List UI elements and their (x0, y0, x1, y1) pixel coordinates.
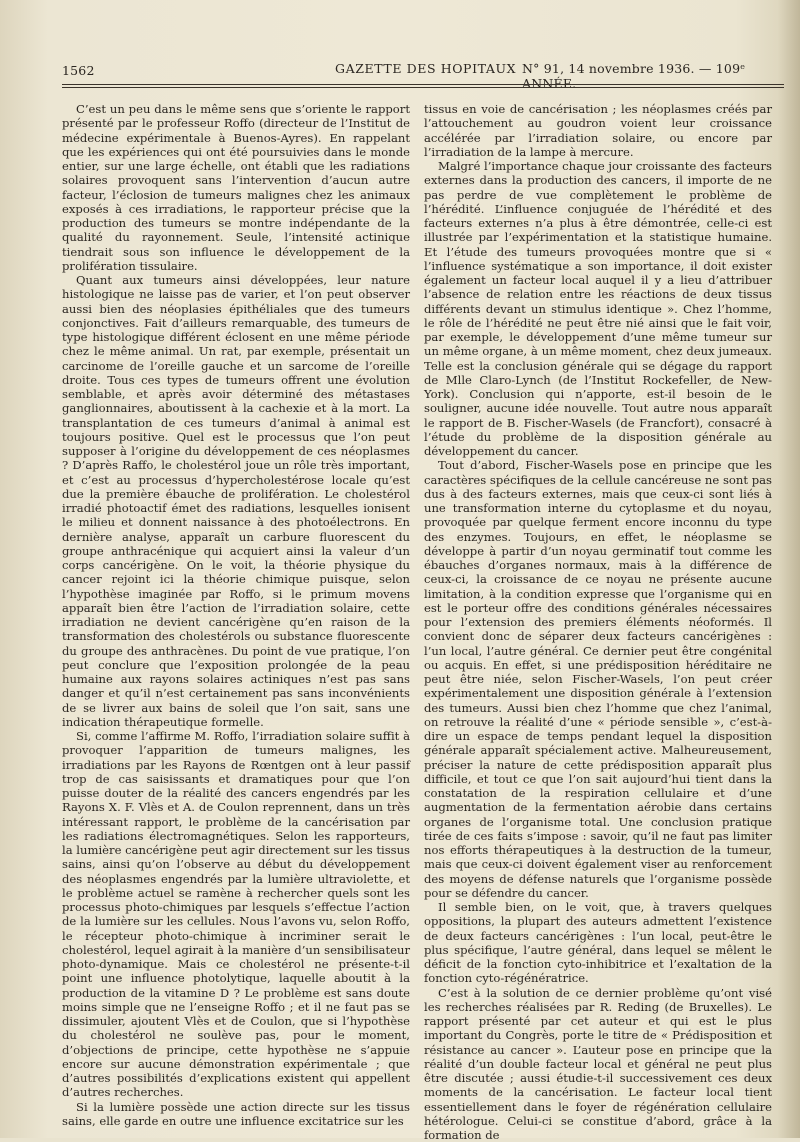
paragraph: Quant aux tumeurs ainsi développées, leur nature histologique ne laisse pas de varier, et l’on peut observer aussi bien des néoplasies épithéliales que des tumeurs conjonctives. Fait d’ailleurs remarquable, des tumeurs de type histologique différent éclosent en une même période chez le même animal. Un rat, par exemple, présentait un carcinome de l’oreille gauche et un sarcome de l’oreille droite. Tous ces types de tumeurs offrent une évolution semblable, et après avoir déterminé des métastases ganglionnaires, aboutissent à la cachexie et à la mort. La transplantation de ces tumeurs d’animal à animal est toujours positive. Quel est le processus que l’on peut supposer à l’origine du développement de ces néoplasmes ? D’après Raffo, le cholestérol joue un rôle très important, et c’est au processus d’hypercholestérose locale qu’est due la première ébauche de prolifération. Le cholestérol irradié photoactif émet des radiations, lesquelles ionisent le milieu et donnent naissance à des photoélectrons. En dernière analyse, apparaît un carbure fluorescent du groupe anthracénique qui acquiert ainsi la valeur d’un corps cancérigène. On le voit, la théorie physique du cancer rejoint ici la théorie chimique puisque, selon l’hypothèse imaginée par Roffo, si le primum movens apparaît bien être l’action de l’irradiation solaire, cette irradiation ne devient cancérigène qu’en raison de la transformation des cholestérols ou substance fluorescente du groupe des anthracènes. Du point de vue pratique, l’on peut conclure que l’exposition prolongée de la peau humaine aux rayons solaires actiniques n’est pas sans danger et qu’il n’est certainement pas sans inconvénients de se livrer aux bains de soleil que l’on sait, sans une indication thérapeutique formelle. (62, 273, 410, 729)
right-column (424, 102, 772, 1132)
paragraph: tissus en voie de cancérisation ; les néoplasmes créés par l’attouchement au goudron voient leur croissance accélérée par l’irradiation solaire, ou encore par l’irradiation de la lampe à mercure. (424, 102, 772, 159)
paragraph: C’est un peu dans le même sens que s’oriente le rapport présenté par le professeur Roffo (directeur de l’Institut de médecine expérimentale à Buenos-Ayres). En rappelant que les expériences qui ont été poursuivies dans le monde entier, sur une large échelle, ont établi que les radiations solaires provoquent sans l’intervention d’aucun autre facteur, l’éclosion de tumeurs malignes chez les animaux exposés à ces irradiations, le rapporteur précise que la production des tumeurs se montre indépendante de la qualité du rayonnement. Seule, l’intensité actinique tiendrait sous son influence le développement de la prolifération tissulaire. (62, 102, 410, 273)
header-rule-top (62, 84, 784, 85)
page-number: 1562 (62, 63, 95, 78)
left-column (62, 102, 410, 1132)
journal-title: GAZETTE DES HOPITAUX (335, 61, 516, 76)
paragraph: Il semble bien, on le voit, que, à travers quelques oppositions, la plupart des auteurs admettent l’existence de deux facteurs cancérigènes : l’un local, peut-être le plus spécifique, l’autre général, dans lequel se mêlent le déficit de la fonction cyto-inhibitrice et l’exaltation de la fonction cyto-régénératrice. (424, 900, 772, 986)
issue-info: N° 91, 14 novembre 1936. — 109ᵉ ANNÉE. (522, 61, 784, 91)
paragraph: C’est à la solution de ce dernier problème qu’ont visé les recherches réalisées par R. Reding (de Bruxelles). Le rapport présenté par cet auteur et qui est le plus important du Congrès, porte le titre de « Prédisposition et résistance au cancer ». L’auteur pose en principe que la réalité d’un double facteur local et général ne peut plus être discutée ; aussi étudie-t-il successivement ces deux moments de la cancérisation. Le facteur local tient essentiellement dans le foyer de régénération cellulaire hétérologue. Celui-ci se constitue d’abord, grâce à la formation de (424, 986, 772, 1142)
paragraph: Malgré l’importance chaque jour croissante des facteurs externes dans la production des cancers, il importe de ne pas perdre de vue complètement le problème de l’hérédité. L’influence conjuguée de l’hérédité et des facteurs externes n’a plus à être démontrée, celle-ci est illustrée par l’expérimentation et la statistique humaine. Et l’étude des tumeurs provoquées montre que si « l’influence systématique a son importance, il doit exister également un facteur local auquel il y a lieu d’attribuer l’absence de relation entre les réactions de deux tissus différents devant un stimulus identique ». Chez l’homme, le rôle de l’hérédité ne peut être nié ainsi que le fait voir, par exemple, le développement d’une même tumeur sur un même organe, à un même moment, chez deux jumeaux. Telle est la conclusion générale qui se dégage du rapport de Mlle Claro-Lynch (de l’Institut Rockefeller, de New-York). Conclusion qui n’apporte, est-il besoin de le souligner, aucune idée nouvelle. Tout autre nous apparaît le rapport de B. Fischer-Wasels (de Francfort), consacré à l’étude du problème de la disposition générale au développement du cancer. (424, 159, 772, 458)
paragraph: Si la lumière possède une action directe sur les tissus sains, elle garde en outre une influence excitatrice sur les (62, 1100, 410, 1129)
paragraph: Si, comme l’affirme M. Roffo, l’irradiation solaire suffit à provoquer l’apparition de tumeurs malignes, les irradiations par les Rayons de Rœntgen ont à leur passif trop de cas saisissants et dramatiques pour que l’on puisse douter de la réalité des cancers engendrés par les Rayons X. F. Vlès et A. de Coulon reprennent, dans un très intéressant rapport, le problème de la cancérisation par les radiations électromagnétiques. Selon les rapporteurs, la lumière cancérigène peut agir directement sur les tissus sains, ainsi qu’on l’observe au début du développement des néoplasmes engendrés par la lumière ultraviolette, et le problème actuel se ramène à rechercher quels sont les processus photo-chimiques par lesquels s’effectue l’action de la lumière sur les cellules. Nous l’avons vu, selon Roffo, le récepteur photo-chimique à incriminer serait le cholestérol, lequel agirait à la manière d’un sensibilisateur photo-dynamique. Mais ce cholestérol ne présente-t-il point une influence photolytique, laquelle aboutit à la production de la vitamine D ? Le problème est sans doute moins simple que ne l’enseigne Roffo ; et il ne faut pas se dissimuler, ajoutent Vlès et de Coulon, que si l’hypothèse du cholestérol ne soulève pas, pour le moment, d’objections de principe, cette hypothèse ne s’appuie encore sur aucune démonstration expérimentale ; que d’autres possibilités d’explications existent qui appellent d’autres recherches. (62, 729, 410, 1100)
paragraph: Tout d’abord, Fischer-Wasels pose en principe que les caractères spécifiques de la cellule cancéreuse ne sont pas dus à des facteurs externes, mais que ceux-ci sont liés à une transformation interne du cytoplasme et du noyau, provoquée par quelque ferment encore inconnu du type des enzymes. Toujours, en effet, le néoplasme se développe à partir d’un noyau germinatif tout comme les ébauches d’organes normaux, mais à la différence de ceux-ci, la croissance de ce noyau ne présente aucune limitation, à la condition expresse que l’organisme qui en est le porteur offre des conditions générales nécessaires pour l’extension des premiers éléments néoformés. Il convient donc de séparer deux facteurs cancérigènes : l’un local, l’autre général. Ce dernier peut être congénital ou acquis. En effet, si une prédisposition héréditaire ne peut être niée, selon Fischer-Wasels, l’on peut créer expérimentalement une disposition générale à l’extension des tumeurs. Aussi bien chez l’homme que chez l’animal, on retrouve la réalité d’une « période sensible », c’est-à-dire un espace de temps pendant lequel la disposition générale apparaît spécialement active. Malheureusement, préciser la nature de cette prédisposition apparaît plus difficile, et tout ce que l’on sait aujourd’hui tient dans la constatation de la respiration cellulaire et d’une augmentation de la fermentation aérobie dans certains organes de l’organisme total. Une conclusion pratique tirée de ces faits s’impose : savoir, qu’il ne faut pas limiter nos efforts thérapeutiques à la destruction de la tumeur, mais que ceux-ci doivent également viser au renforcement des moyens de défense naturels que l’organisme possède pour se défendre du cancer. (424, 458, 772, 900)
page-edge-shadow (778, 0, 800, 1138)
header-rule-bottom (62, 87, 784, 88)
running-header (62, 60, 784, 80)
